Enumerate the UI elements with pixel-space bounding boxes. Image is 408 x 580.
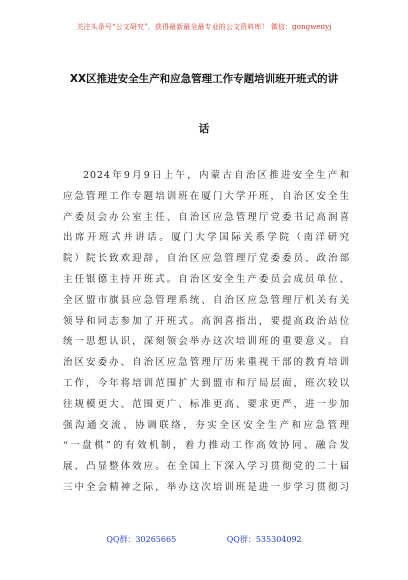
document-title: XX区推进安全生产和应急管理工作专题培训班开班式的讲 [69, 73, 339, 85]
header-banner: 关注头条号“公文研究”，获得最新最全最专业的公文资料库！ 微信：gongwenyj [76, 23, 332, 31]
body-line: 工作，今年将培训范围扩大到盟市和厅局层面，班次较以 [63, 377, 350, 389]
body-line: 产委员会办公室主任、自治区应急管理厅党委书记高润喜 [63, 211, 350, 223]
body-paragraph [63, 166, 350, 499]
footer [0, 534, 408, 545]
body-line: 主任银德主持开班式。自治区安全生产委员会成员单位、 [63, 273, 350, 285]
body-line: 出席开班式并讲话。厦门大学国际关系学院（南洋研究 [63, 232, 350, 244]
qq-group-right: QQ群：535304092 [226, 535, 302, 544]
document-title-continuation: 话 [198, 123, 210, 135]
body-line: 领导和同志参加了开班式。高润喜指出，要提高政治站位 [63, 315, 350, 327]
body-line: 2024年9月9日上午，内蒙古自治区推进安全生产和 [83, 170, 350, 181]
body-line: 治区安委办、自治区应急管理厅历来重视干部的教育培训 [63, 357, 350, 369]
body-line: 统一思想认识，深刻领会举办这次培训班的重要意义。自 [63, 336, 350, 348]
body-line: 展、凸显整体效应。在全国上下深入学习贯彻党的二十届 [63, 461, 350, 473]
body-line: 院）院长致欢迎辞，自治区应急管理厅党委委员、政治部 [63, 253, 350, 265]
body-line: 三中全会精神之际，举办这次培训班是进一步学习贯彻习 [63, 481, 350, 493]
body-line: 应急管理工作专题培训班在厦门大学开班，自治区安全生 [63, 190, 350, 202]
body-line: 强沟通交流、协调联络，夯实全区安全生产和应急管理 [63, 419, 350, 431]
body-line: “一盘棋”的有效机制，着力推动工作高效协同、融合发 [63, 440, 350, 452]
qq-group-left: QQ群：30265665 [106, 535, 177, 544]
body-line: 全区盟市旗县应急管理系统、自治区应急管理厅机关有关 [63, 294, 350, 306]
body-line: 往规模更大、范围更广、标准更高、要求更严，进一步加 [63, 398, 350, 410]
